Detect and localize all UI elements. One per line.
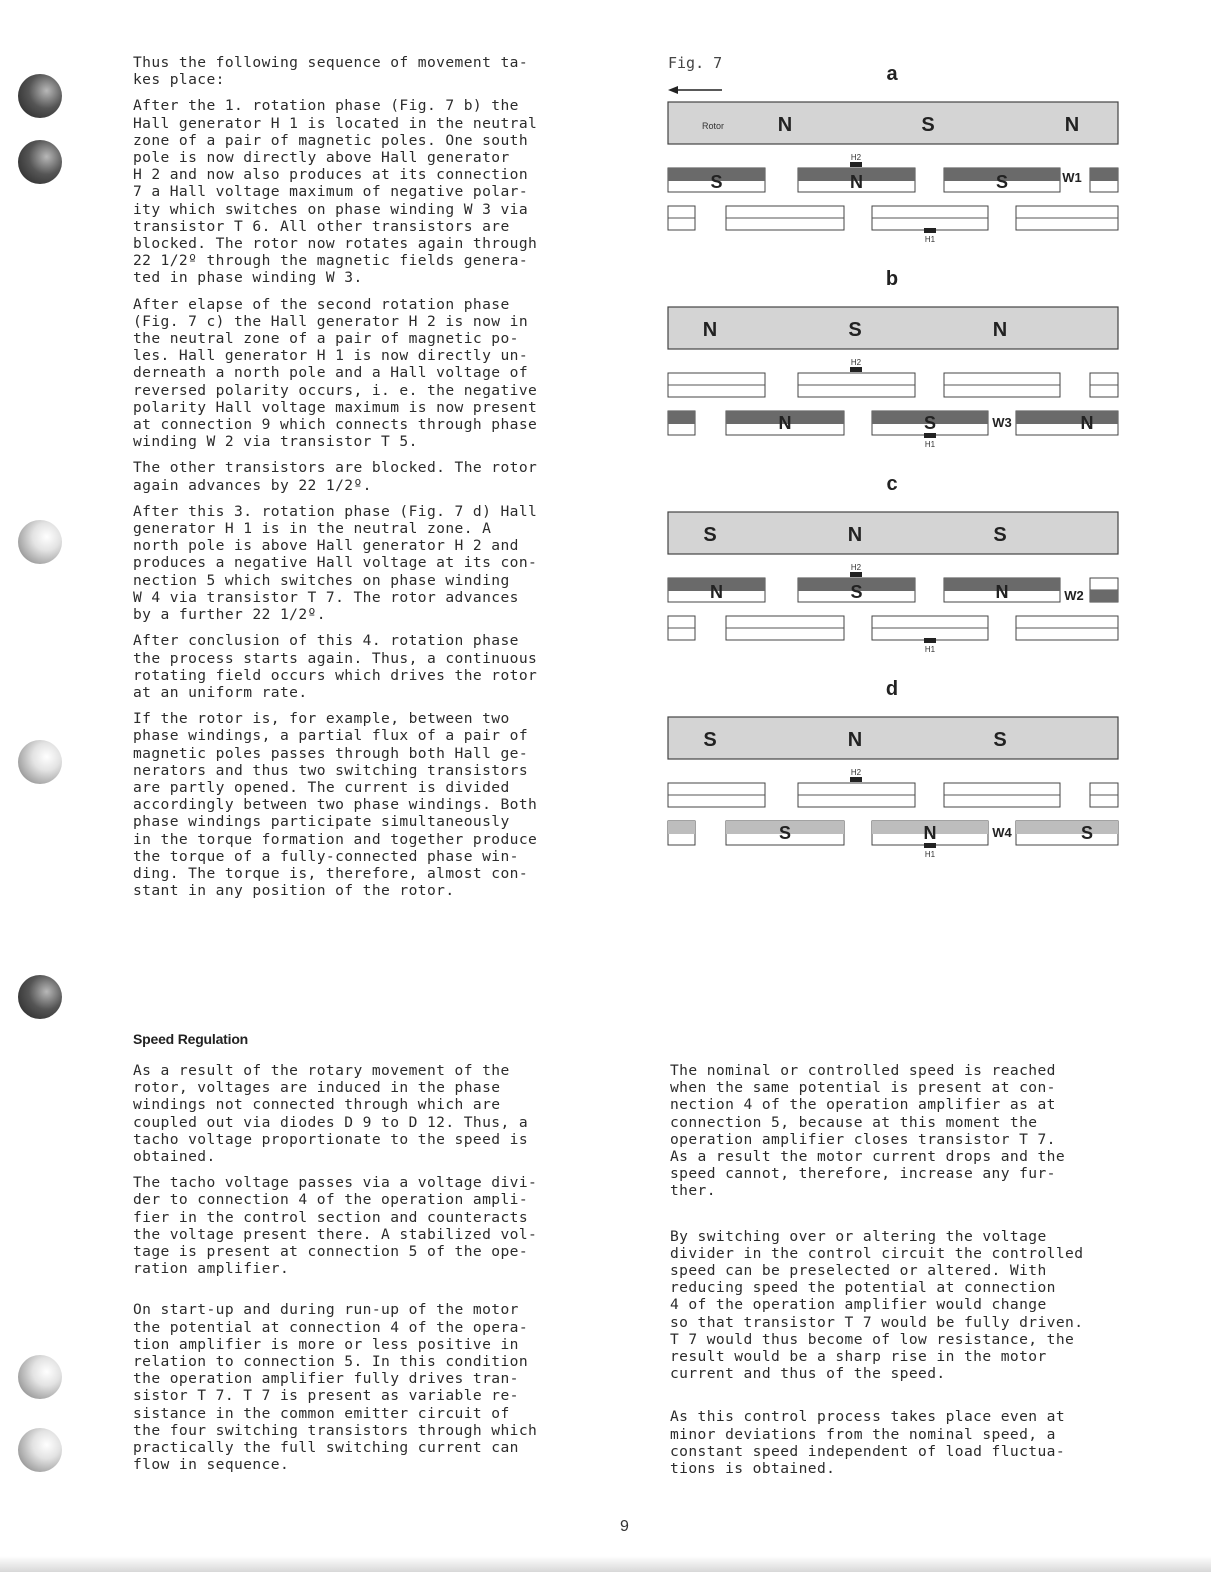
figure-7-diagram bbox=[660, 50, 1130, 870]
rotor-pole-s: S bbox=[703, 524, 717, 546]
page-number: 9 bbox=[620, 1518, 629, 1535]
rotor-bar bbox=[668, 307, 1118, 349]
active-winding-label: W3 bbox=[992, 415, 1012, 430]
hall-generator-h2-label: H2 bbox=[850, 153, 862, 162]
rotor-pole-n: N bbox=[992, 319, 1008, 341]
panel-letter: b bbox=[885, 268, 899, 290]
paragraph: After this 3. rotation phase (Fig. 7 d) Hall generator H 1 is in the neutral zone. A north pole is above Hall generator H 2 and produces a negative Hall voltage at its con- nection 5 which switches on phase winding W 4 via transistor T 7. The rotor advances by a further 22 1/2º. bbox=[133, 502, 538, 624]
hall-generator-h2 bbox=[850, 777, 862, 782]
energized-winding-fill bbox=[1090, 168, 1118, 181]
rotor-pole-s: S bbox=[703, 729, 717, 751]
hall-generator-h1 bbox=[924, 228, 936, 233]
rotor-pole-n: N bbox=[1064, 114, 1080, 136]
hall-generator-h2-label: H2 bbox=[850, 563, 862, 572]
rotor-bar bbox=[668, 512, 1118, 554]
figure-panel-d bbox=[668, 678, 1118, 859]
stator-pole: S bbox=[995, 172, 1009, 192]
hall-generator-h1 bbox=[924, 638, 936, 643]
binding-hole bbox=[18, 1355, 62, 1399]
rotor-pole-n: N bbox=[777, 114, 793, 136]
scan-edge bbox=[0, 1556, 1211, 1572]
rotor-bar bbox=[668, 102, 1118, 144]
stator-pole: N bbox=[1080, 413, 1094, 433]
binding-hole bbox=[18, 975, 62, 1019]
active-winding-label: W1 bbox=[1062, 170, 1082, 185]
hall-generator-h2 bbox=[850, 367, 862, 372]
rotor-label: Rotor bbox=[701, 121, 725, 131]
binding-hole bbox=[18, 740, 62, 784]
active-winding-label: W2 bbox=[1064, 588, 1084, 603]
paragraph: After conclusion of this 4. rotation phase the process starts again. Thus, a continuous rotating field occurs which drives the rotor at an uniform rate. bbox=[133, 632, 538, 701]
stator-pole: N bbox=[995, 582, 1009, 602]
paragraph: As a result of the rotary movement of the rotor, voltages are induced in the phase windings not connected through which are coupled out via diodes D 9 to D 12. Thus, a tacho voltage proportionate to the speed is obtained. bbox=[133, 1062, 529, 1166]
energized-winding-fill bbox=[1016, 821, 1118, 834]
paragraph: On start-up and during run-up of the motor the potential at connection 4 of the opera- tion amplifier is more or less positive in relation to connection 5. In this condition the operation amplifier fully drives tran- sistor T 7. T 7 is present as variable re- sistance in the common emitter circuit of the four switching transistors through which practically the full switching current can flow in sequence. bbox=[133, 1301, 538, 1474]
paragraph: The other transistors are blocked. The rotor again advances by 22 1/2º. bbox=[133, 459, 538, 494]
figure-panel-a bbox=[668, 63, 1118, 244]
binding-hole bbox=[18, 140, 62, 184]
rotor-pole-n: N bbox=[847, 729, 863, 751]
rotor-pole-s: S bbox=[848, 319, 862, 341]
paragraph: Thus the following sequence of movement ta- kes place: bbox=[133, 54, 529, 89]
stator-pole: N bbox=[850, 172, 863, 192]
direction-arrow bbox=[668, 86, 722, 94]
energized-winding-fill bbox=[668, 821, 695, 834]
hall-generator-h2-label: H2 bbox=[850, 358, 862, 367]
hall-generator-h2-label: H2 bbox=[850, 768, 862, 777]
stator-pole: S bbox=[923, 413, 937, 433]
figure-caption: Fig. 7 bbox=[668, 54, 723, 72]
panel-letter: d bbox=[885, 678, 899, 700]
rotor-pole-s: S bbox=[921, 114, 935, 136]
hall-generator-h1-label: H1 bbox=[924, 440, 936, 449]
hall-generator-h1-label: H1 bbox=[924, 235, 936, 244]
stator-pole: S bbox=[778, 823, 792, 843]
binding-hole bbox=[18, 74, 62, 118]
rotor-pole-s: S bbox=[993, 524, 1007, 546]
figure-panel-c bbox=[668, 473, 1118, 654]
paragraph: By switching over or altering the voltage divider in the control circuit the controlled speed can be preselected or altered. With reducing speed the potential at connection 4 of the operation amplifier would change so that transistor T 7 would be fully driven. T 7 would thus become of low resistance, the result would be a sharp rise in the motor current and thus of the speed. bbox=[670, 1227, 1084, 1383]
hall-generator-h1-label: H1 bbox=[924, 645, 936, 654]
figure-panel-b bbox=[668, 268, 1118, 449]
stator-pole: S bbox=[710, 172, 723, 192]
hall-generator-h1 bbox=[924, 843, 936, 848]
rotor-bar bbox=[668, 717, 1118, 759]
binding-hole bbox=[18, 520, 62, 564]
left-column-text bbox=[133, 54, 603, 908]
hall-generator-h1 bbox=[924, 433, 936, 438]
rotor-pole-s: S bbox=[993, 729, 1007, 751]
stator-pole: S bbox=[850, 582, 863, 602]
paragraph: As this control process takes place even at minor deviations from the nominal speed, a constant speed independent of load fluctua- tions is obtained. bbox=[670, 1408, 1066, 1478]
paragraph: If the rotor is, for example, between two phase windings, a partial flux of a pair of magnetic poles passes through both Hall ge- nerators and thus two switching transistors are partly opened. The current is divided accordingly between two phase windings. Both phase windings participate simultaneously in the torque formation and together produce the torque of a fully-connected phase win- ding. The torque is, therefore, almost con- stant in any position of the rotor. bbox=[133, 710, 538, 900]
energized-winding-fill bbox=[1016, 411, 1118, 424]
hall-generator-h2 bbox=[850, 162, 862, 167]
paragraph: After elapse of the second rotation phase (Fig. 7 c) the Hall generator H 2 is now in the neutral zone of a pair of magnetic po- les. Hall generator H 1 is now directly un- derneath a north pole and a Hall voltage of reversed polarity occurs, i. e. the negative polarity Hall voltage maximum is now present at connection 9 which connects through phase winding W 2 via transistor T 5. bbox=[133, 295, 538, 451]
energized-winding-fill bbox=[668, 411, 695, 424]
speed-regulation-left-text bbox=[133, 1062, 603, 1482]
paragraph: The nominal or controlled speed is reached when the same potential is present at con- nection 4 of the operation amplifier as at connection 5, because at this moment the operation amplifier closes transistor T 7. As a result the motor current drops and the speed cannot, therefore, increase any fur- ther. bbox=[670, 1062, 1066, 1200]
paragraph: The tacho voltage passes via a voltage divi- der to connection 4 of the operation ampli- fier in the control section and counteracts the voltage present there. A stabilized vol- tage is present at connection 5 of the ope- ration amplifier. bbox=[133, 1174, 538, 1278]
section-heading: Speed Regulation bbox=[133, 1031, 249, 1047]
active-winding-label: W4 bbox=[992, 825, 1012, 840]
stator-pole: N bbox=[778, 413, 792, 433]
rotor-pole-n: N bbox=[847, 524, 863, 546]
hall-generator-h2 bbox=[850, 572, 862, 577]
stator-pole: S bbox=[1080, 823, 1094, 843]
speed-regulation-right-text bbox=[670, 1062, 1150, 1486]
binding-hole bbox=[18, 1428, 62, 1472]
rotor-pole-n: N bbox=[702, 319, 718, 341]
stator-pole: N bbox=[923, 823, 937, 843]
stator-pole: N bbox=[710, 582, 723, 602]
energized-winding-fill bbox=[1090, 590, 1118, 602]
panel-letter: c bbox=[886, 473, 898, 495]
hall-generator-h1-label: H1 bbox=[924, 850, 936, 859]
panel-letter: a bbox=[886, 63, 898, 85]
paragraph: After the 1. rotation phase (Fig. 7 b) the Hall generator H 1 is located in the neutral zone of a pair of magnetic poles. One south pole is now directly above Hall generator H 2 and now also produces at its connection 7 a Hall voltage maximum of negative polar- ity which switches on phase winding W 3 via transistor T 6. All other transistors are blocked. The rotor now rotates again through 22 1/2º through the magnetic fields genera- ted in phase winding W 3. bbox=[133, 97, 538, 287]
